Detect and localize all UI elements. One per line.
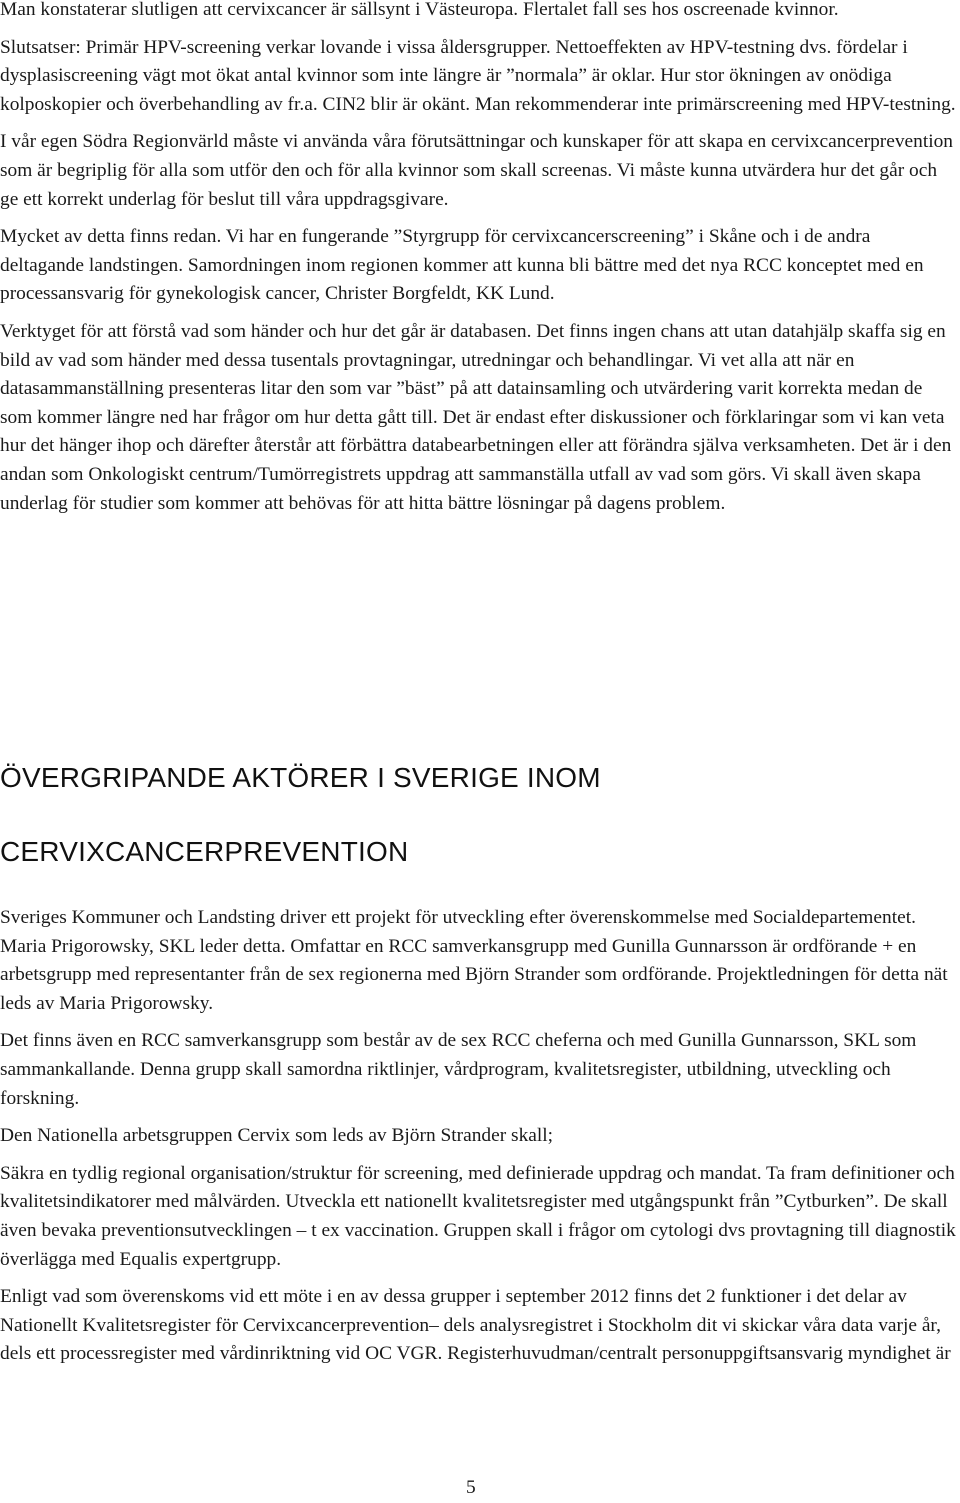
page-number: 5	[466, 1477, 476, 1498]
paragraph-mycket-av-detta: Mycket av detta finns redan. Vi har en fungerande ”Styrgrupp för cervixcancerscreening” i Skåne och i de andra deltagande landstingen. Samordningen inom regionen kommer att kunna bli bättre med det nya RCC konceptet med en processansvarig för gynekologisk cancer, Christer Borgfeldt, KK Lund.	[0, 226, 924, 305]
paragraph-nationella-arbetsgruppen: Den Nationella arbetsgruppen Cervix som leds av Björn Strander skall;	[0, 1125, 554, 1147]
intro-section	[0, 0, 956, 518]
paragraph-slutsatser: Slutsatser: Primär HPV-screening verkar lovande i vissa åldersgrupper. Nettoeffekten av HPV-testning dvs. fördelar i dysplasiscreening vägt mot ökat antal kvinnor som inte längre är ”normala” är oklar. Hur stor ökningen av onödiga kolposkopier och överbehandling av fr.a. CIN2 blir är okänt. Man rekommenderar inte primärscreening med HPV-testning.	[0, 36, 956, 115]
paragraph-sodra-regionvard: I vår egen Södra Regionvärld måste vi använda våra förutsättningar och kunskaper för att skapa en cervixcancerprevention som är begriplig för alla som utför den och för alla kvinnor som skall screenas. Vi måste kunna utvärdera hur det går och ge ett korrekt underlag för beslut till våra uppdragsgivare.	[0, 131, 953, 210]
paragraph-enligt: Enligt vad som överenskoms vid ett möte i en av dessa grupper i september 2012 finns det 2 funktioner i det delar av Nationellt Kvalitetsregister för Cervixcancerprevention– dels analysregistret i Stockholm dit vi skickar våra data varje år, dels ett processregister med vårdinriktning vid OC VGR. Registerhuvudman/centralt personuppgiftsansvarig myndighet är	[0, 1286, 951, 1365]
paragraph-rcc-samverkansgrupp: Det finns även en RCC samverkansgrupp som består av de sex RCC cheferna och med Gunilla Gunnarsson, SKL som sammankallande. Denna grupp skall samordna riktlinjer, vårdprogram, kvalitetsregister, utbildning, utveckling och forskning.	[0, 1030, 917, 1109]
paragraph-verktyget: Verktyget för att förstå vad som händer och hur det går är databasen. Det finns ingen chans att utan datahjälp skaffa sig en bild av vad som händer med dessa tusentals provtagningar, utredningar och behandlingar. Vi vet alla att när en datasammanställning presenteras litar den som var ”bäst” på att datainsamling och utvärdering varit korrekta medan de som kommer längre ned har frågor om hur detta gått till. Det är endast efter diskussioner och förklaringar som vi kan veta hur det hänger ihop och därefter återstår att förbättra databearbetningen eller att förändra själva verksamheten. Det är i den andan som Onkologiskt centrum/Tumörregistrets uppdrag att sammanställa utfall av vad som görs. Vi skall även skapa underlag för studier som kommer att behövas för att hitta bättre lösningar på dagens problem.	[0, 320, 952, 514]
paragraph-sakra: Säkra en tydlig regional organisation/struktur för screening, med definierade uppdrag och mandat. Ta fram definitioner och kvalitetsindikatorer med målvärden. Utveckla ett nationellt kvalitetsregister med utgångspunkt från ”Cytburken”. De skall även bevaka preventionsutvecklingen – t ex vaccination. Gruppen skall i frågor om cytologi dvs provtagning till diagnostik överlägga med Equalis expertgrupp.	[0, 1162, 956, 1270]
paragraph-conclusion: Man konstaterar slutligen att cervixcancer är sällsynt i Västeuropa. Flertalet fall ses hos oscreenade kvinnor.	[0, 0, 839, 20]
section-heading-line-2: CERVIXCANCERPREVENTION	[0, 836, 409, 867]
section-heading-line-1: ÖVERGRIPANDE AKTÖRER I SVERIGE INOM	[0, 762, 601, 793]
paragraph-skl: Sveriges Kommuner och Landsting driver ett projekt för utveckling efter överenskommelse med Socialdepartementet. Maria Prigorowsky, SKL leder detta. Omfattar en RCC samverkansgrupp med Gunilla Gunnarsson är ordförande + en arbetsgrupp med representanter från de sex regionerna med Björn Strander som ordförande. Projektledningen för detta nät leds av Maria Prigorowsky.	[0, 907, 948, 1014]
actors-section	[0, 904, 956, 1369]
